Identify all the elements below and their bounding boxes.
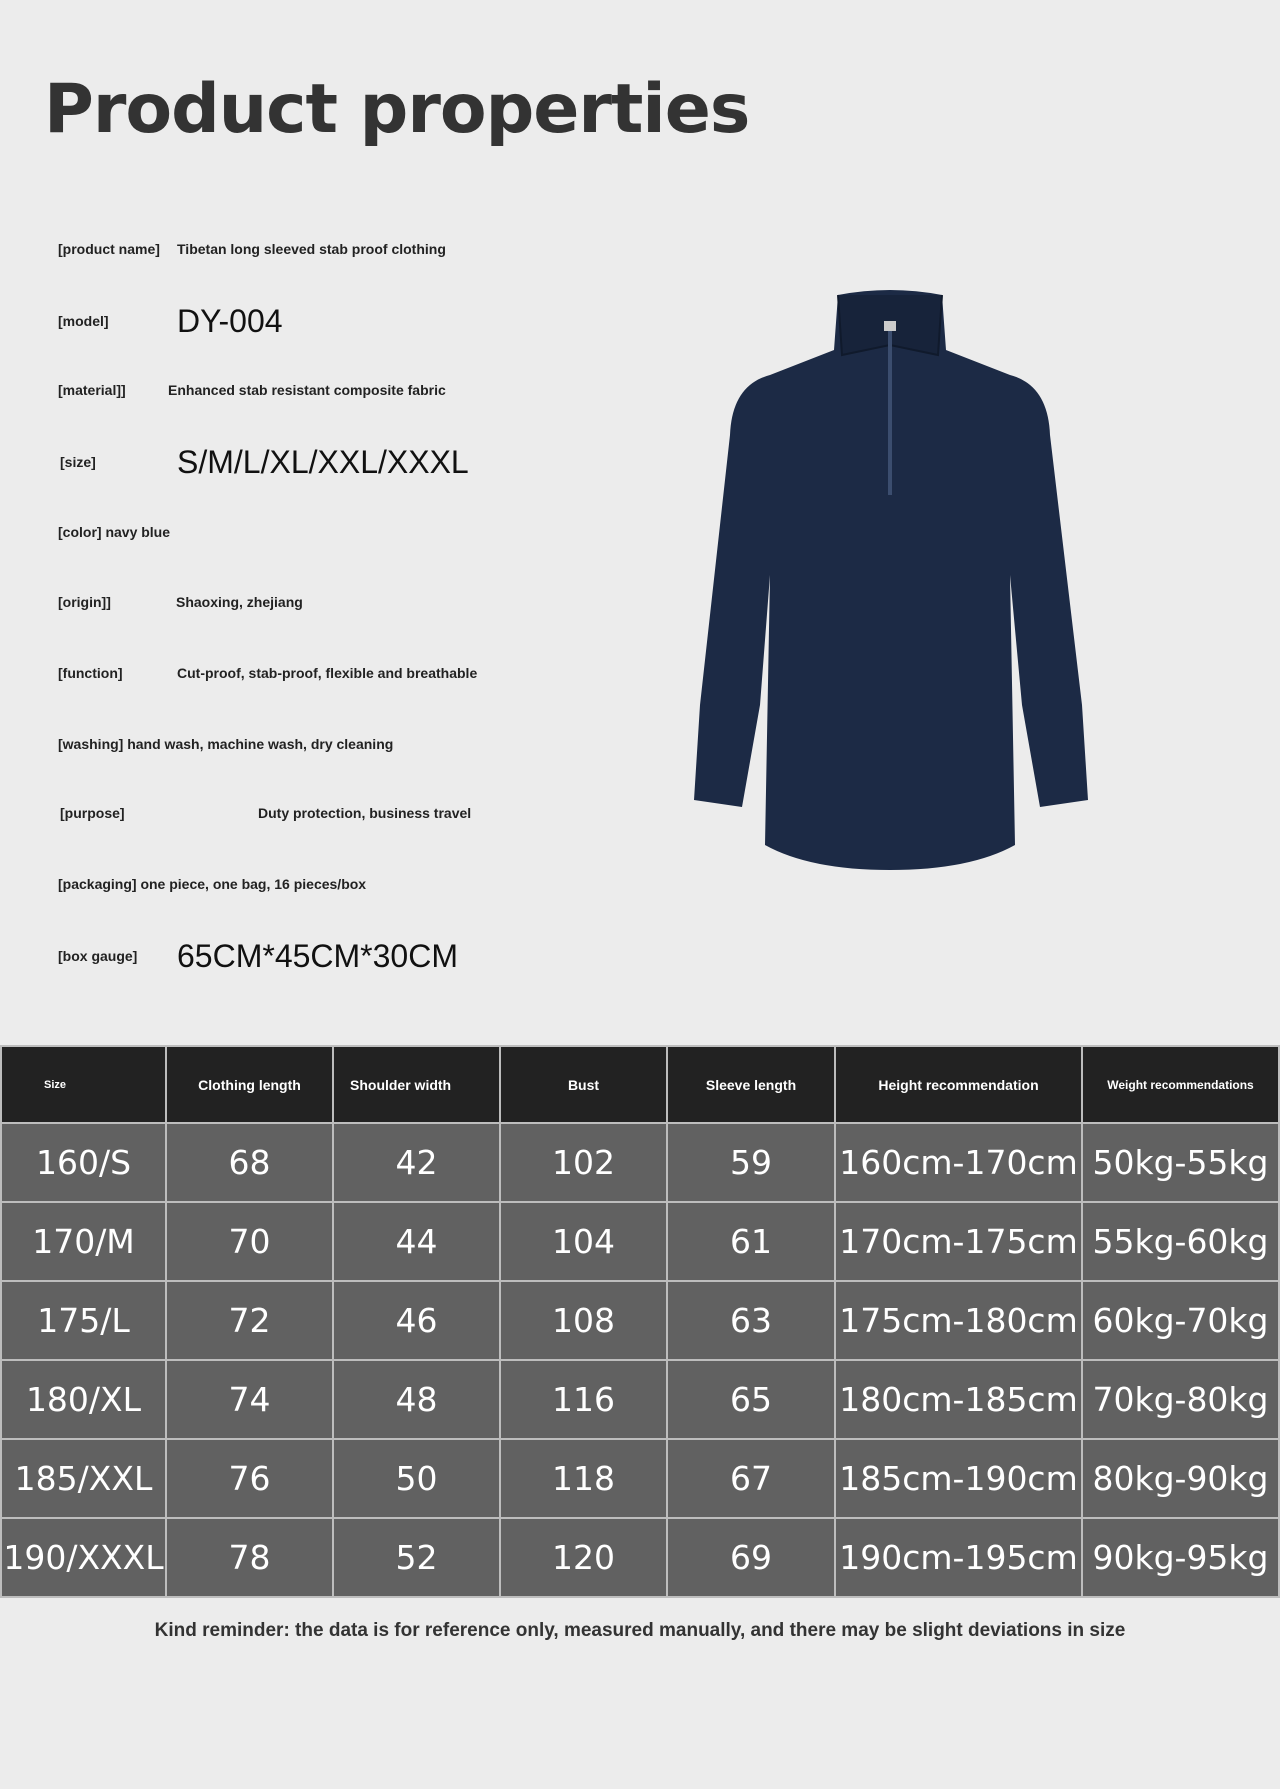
property-value: DY-004 <box>177 302 283 339</box>
property-packaging <box>58 869 498 899</box>
cell-weight: 55kg-60kg <box>1082 1202 1279 1281</box>
property-label: [box gauge] <box>58 948 138 964</box>
property-label: [size] <box>60 454 96 470</box>
cell-height: 190cm-195cm <box>835 1518 1082 1597</box>
cell-shoulder-width: 48 <box>333 1360 500 1439</box>
cell-sleeve-length: 61 <box>667 1202 835 1281</box>
cell-size: 180/XL <box>1 1360 166 1439</box>
cell-sleeve-length: 65 <box>667 1360 835 1439</box>
property-size <box>58 443 498 480</box>
cell-sleeve-length: 63 <box>667 1281 835 1360</box>
header-weight: Weight recommendations <box>1082 1046 1279 1123</box>
cell-shoulder-width: 52 <box>333 1518 500 1597</box>
table-row <box>1 1360 1279 1439</box>
property-label: [model] <box>58 313 109 329</box>
property-purpose <box>58 798 498 828</box>
property-model <box>58 302 498 339</box>
cell-clothing-length: 68 <box>166 1123 333 1202</box>
property-value: Tibetan long sleeved stab proof clothing <box>177 241 446 257</box>
cell-weight: 70kg-80kg <box>1082 1360 1279 1439</box>
cell-shoulder-width: 42 <box>333 1123 500 1202</box>
cell-height: 175cm-180cm <box>835 1281 1082 1360</box>
property-value: Duty protection, business travel <box>258 805 472 821</box>
cell-bust: 116 <box>500 1360 667 1439</box>
table-row <box>1 1123 1279 1202</box>
property-function <box>58 658 498 688</box>
size-table <box>0 1045 1280 1598</box>
property-material <box>58 375 498 405</box>
cell-size: 175/L <box>1 1281 166 1360</box>
property-value: Enhanced stab resistant composite fabric <box>168 382 446 398</box>
header-shoulder-width: Shoulder width <box>333 1046 500 1123</box>
property-origin <box>58 587 498 617</box>
cell-bust: 104 <box>500 1202 667 1281</box>
cell-weight: 80kg-90kg <box>1082 1439 1279 1518</box>
property-value: Shaoxing, zhejiang <box>176 594 303 610</box>
table-row <box>1 1518 1279 1597</box>
cell-shoulder-width: 46 <box>333 1281 500 1360</box>
cell-weight: 50kg-55kg <box>1082 1123 1279 1202</box>
property-value: Cut-proof, stab-proof, flexible and breathable <box>177 665 478 681</box>
property-label: [purpose] <box>60 805 125 821</box>
property-value: 65CM*45CM*30CM <box>177 937 458 974</box>
cell-clothing-length: 78 <box>166 1518 333 1597</box>
property-label: [product name] <box>58 241 160 257</box>
header-sleeve-length: Sleeve length <box>667 1046 835 1123</box>
header-height: Height recommendation <box>835 1046 1082 1123</box>
property-box-gauge <box>58 937 498 974</box>
property-label: [origin]] <box>58 594 111 610</box>
cell-bust: 120 <box>500 1518 667 1597</box>
property-label: [packaging] one piece, one bag, 16 pieces/box <box>58 876 367 892</box>
property-washing <box>58 729 498 759</box>
table-row <box>1 1439 1279 1518</box>
table-row <box>1 1281 1279 1360</box>
property-color <box>58 517 498 547</box>
cell-height: 185cm-190cm <box>835 1439 1082 1518</box>
cell-size: 185/XXL <box>1 1439 166 1518</box>
cell-bust: 102 <box>500 1123 667 1202</box>
kind-reminder: Kind reminder: the data is for reference only, measured manually, and there may be slight deviations in size <box>154 1620 1126 1641</box>
page-title: Product properties <box>44 70 750 149</box>
cell-size: 160/S <box>1 1123 166 1202</box>
cell-height: 170cm-175cm <box>835 1202 1082 1281</box>
cell-height: 180cm-185cm <box>835 1360 1082 1439</box>
property-label: [washing] hand wash, machine wash, dry cleaning <box>58 736 394 752</box>
cell-size: 190/XXXL <box>1 1518 166 1597</box>
cell-shoulder-width: 44 <box>333 1202 500 1281</box>
cell-sleeve-length: 69 <box>667 1518 835 1597</box>
cell-clothing-length: 76 <box>166 1439 333 1518</box>
cell-weight: 60kg-70kg <box>1082 1281 1279 1360</box>
property-value: S/M/L/XL/XXL/XXXL <box>177 443 469 480</box>
header-bust: Bust <box>500 1046 667 1123</box>
property-label: [material]] <box>58 382 126 398</box>
property-label: [function] <box>58 665 123 681</box>
property-product-name <box>58 234 498 264</box>
header-clothing-length: Clothing length <box>166 1046 333 1123</box>
header-size: Size <box>1 1046 166 1123</box>
product-image-navy-shirt <box>670 285 1130 875</box>
cell-shoulder-width: 50 <box>333 1439 500 1518</box>
cell-bust: 118 <box>500 1439 667 1518</box>
property-label: [color] navy blue <box>58 524 171 540</box>
cell-weight: 90kg-95kg <box>1082 1518 1279 1597</box>
cell-sleeve-length: 59 <box>667 1123 835 1202</box>
table-row <box>1 1202 1279 1281</box>
cell-sleeve-length: 67 <box>667 1439 835 1518</box>
cell-clothing-length: 74 <box>166 1360 333 1439</box>
cell-clothing-length: 72 <box>166 1281 333 1360</box>
cell-clothing-length: 70 <box>166 1202 333 1281</box>
cell-bust: 108 <box>500 1281 667 1360</box>
cell-height: 160cm-170cm <box>835 1123 1082 1202</box>
cell-size: 170/M <box>1 1202 166 1281</box>
